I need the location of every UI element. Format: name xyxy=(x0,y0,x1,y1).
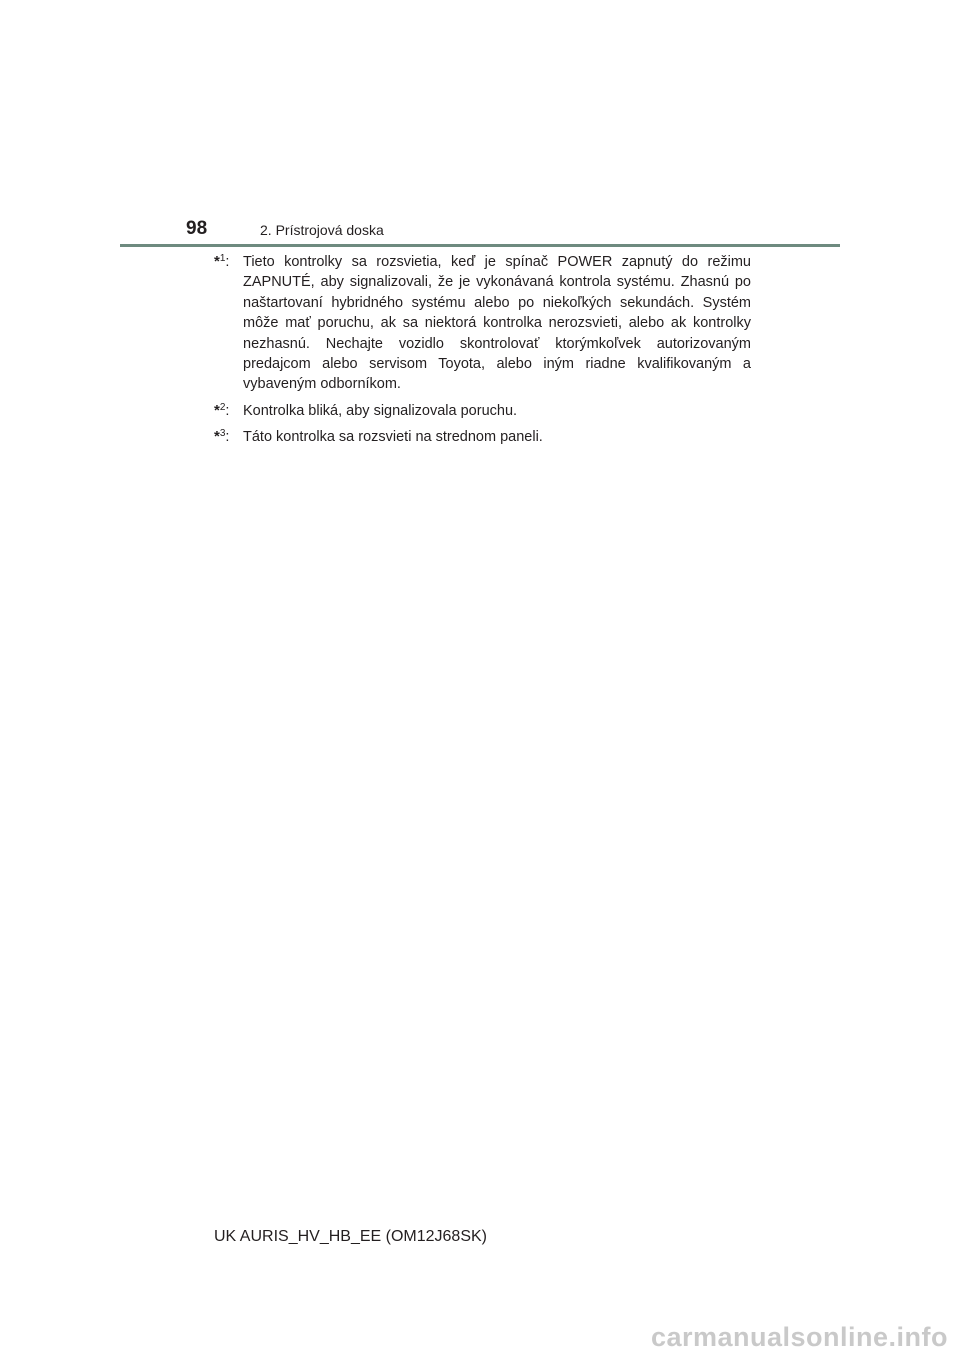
footnote-separator: : xyxy=(225,429,230,446)
page-number: 98 xyxy=(186,218,208,239)
watermark: carmanualsonline.info xyxy=(650,1322,948,1352)
footnote-text: Tieto kontrolky sa rozsvietia, keď je spínač POWER zapnutý do režimu ZAPNUTÉ, aby signalizovali, že je vykonávaná kontrola systému. Zhasnú po naštartovaní hybridného systému alebo po niekoľkých sekundách. Systém môže mať poruchu, ak sa niektorá kontrolka nerozsvieti, alebo ak kontrolky nezhasnú. Nechajte vozidlo skontrolovať ktorýmkoľvek autorizovaným predajcom alebo servisom Toyota, alebo iným riadne kvalifikovaným a vybaveným odborníkom. xyxy=(243,254,751,393)
footnote-2 xyxy=(214,401,751,421)
footnote-marker xyxy=(214,401,243,421)
footnote-index: 1 xyxy=(219,253,226,264)
asterisk: * xyxy=(214,401,220,419)
footnote-1 xyxy=(214,252,751,395)
footnote-marker xyxy=(214,252,243,272)
footnote-marker xyxy=(214,427,243,447)
asterisk: * xyxy=(214,253,220,270)
footnote-separator: : xyxy=(225,254,230,270)
section-title: 2. Prístrojová doska xyxy=(260,222,384,238)
footnote-3 xyxy=(214,427,751,447)
footnote-text: Táto kontrolka sa rozsvieti na strednom paneli. xyxy=(243,429,543,446)
footnotes-list xyxy=(214,252,751,454)
footnote-text: Kontrolka bliká, aby signalizovala poruchu. xyxy=(243,402,518,419)
footnote-index: 2 xyxy=(219,401,226,413)
footnote-separator: : xyxy=(225,402,230,419)
asterisk: * xyxy=(214,428,220,446)
header-divider xyxy=(120,244,840,247)
document-code: UK AURIS_HV_HB_EE (OM12J68SK) xyxy=(214,1228,487,1245)
footnote-index: 3 xyxy=(219,428,226,440)
